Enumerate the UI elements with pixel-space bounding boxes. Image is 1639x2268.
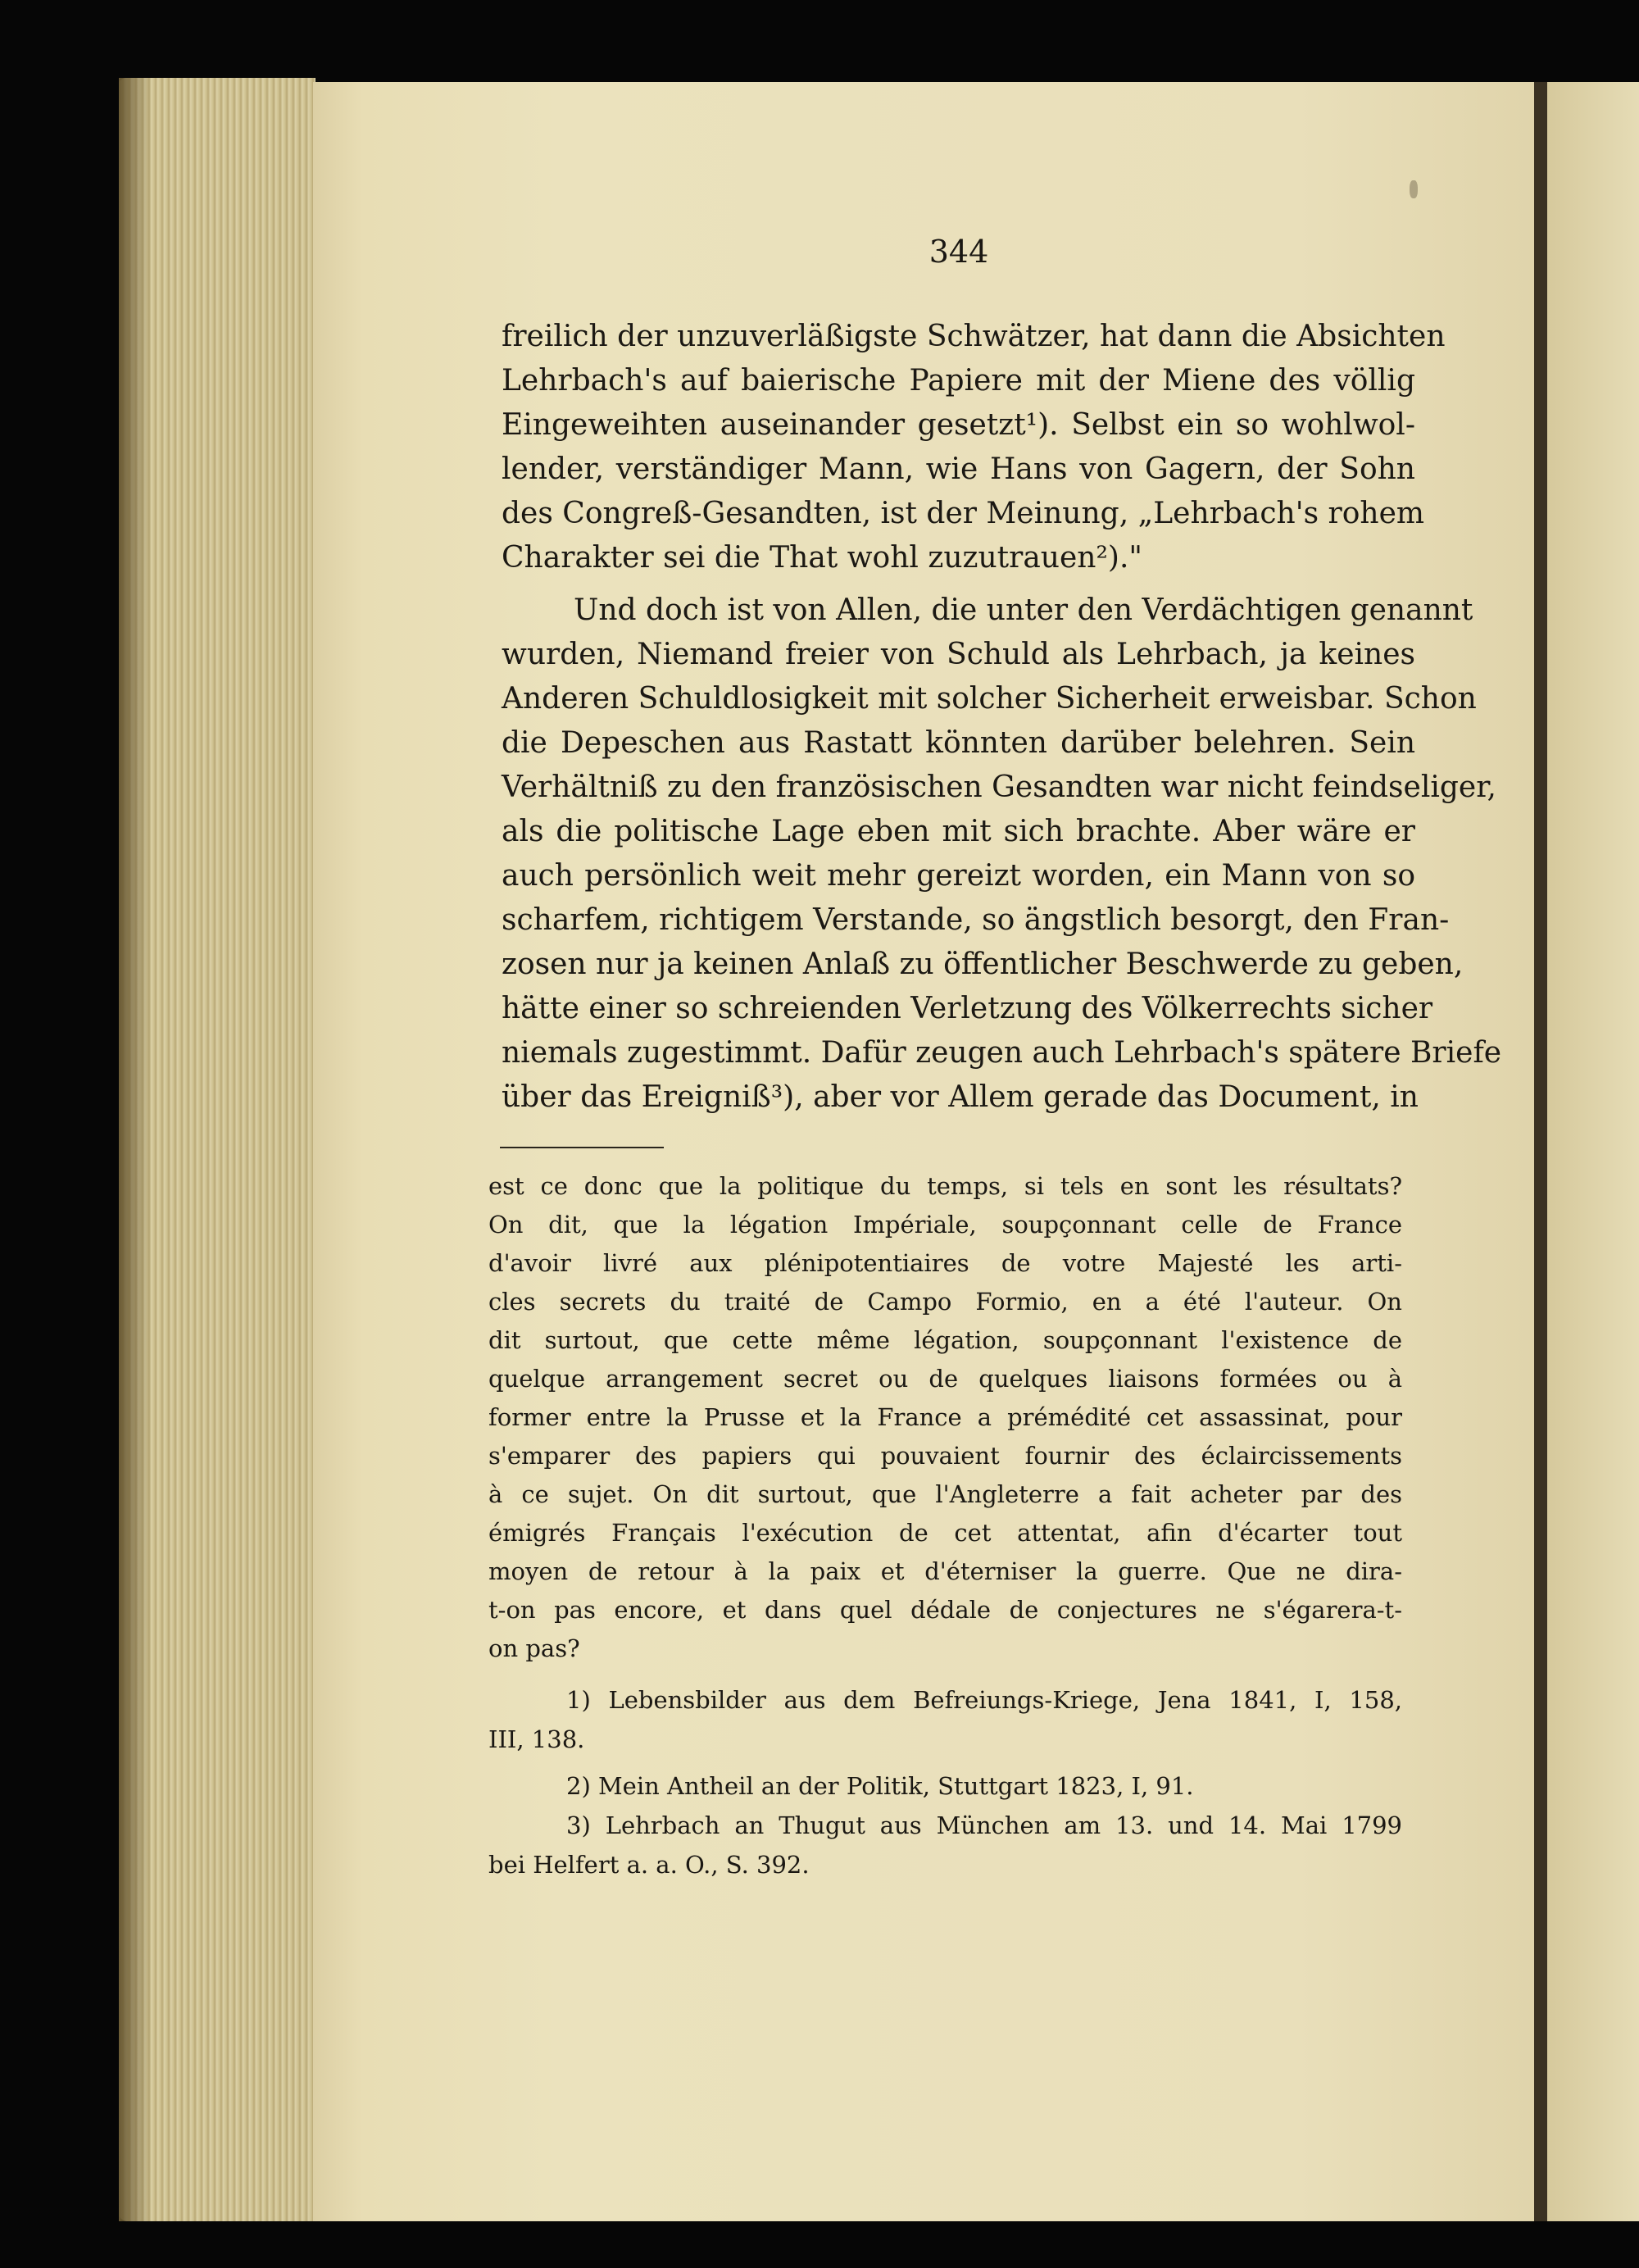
body-line: des Congreß-Gesandten, ist der Meinung, „Lehrbach's rohem <box>502 497 1425 530</box>
french-quote-line: cles secrets du traité de Campo Formio, en a été l'auteur. On <box>488 1288 1402 1316</box>
body-line: die Depeschen aus Rastatt könnten darüber belehren. Sein <box>502 726 1415 760</box>
facing-page-edge <box>1547 82 1639 2221</box>
body-line: lender, verständiger Mann, wie Hans von Gagern, der Sohn <box>502 452 1415 486</box>
paragraph-start-line: Und doch ist von Allen, die unter den Verdächtigen genannt <box>574 593 1473 627</box>
french-quote-line: est ce donc que la politique du temps, si tels en sont les résultats? <box>488 1172 1402 1200</box>
body-line: auch persönlich weit mehr gereizt worden, ein Mann von so <box>502 859 1415 893</box>
body-line: zosen nur ja keinen Anlaß zu öffentlicher Beschwerde zu geben, <box>502 948 1464 981</box>
body-line: Charakter sei die That wohl zuzutrauen²)." <box>502 541 1142 575</box>
footnote-2: 2) Mein Antheil an der Politik, Stuttgart 1823, I, 91. <box>566 1772 1194 1800</box>
french-quote-line: à ce sujet. On dit surtout, que l'Angleterre a fait acheter par des <box>488 1480 1402 1508</box>
french-quote-line: On dit, que la légation Impériale, soupçonnant celle de France <box>488 1211 1402 1239</box>
body-line: Eingeweihten auseinander gesetzt¹). Selbst ein so wohlwol- <box>502 408 1415 442</box>
french-quote-line: t-on pas encore, et dans quel dédale de conjectures ne s'égarera-t- <box>488 1596 1402 1624</box>
body-line: über das Ereigniß³), aber vor Allem gerade das Document, in <box>502 1080 1419 1114</box>
body-line: wurden, Niemand freier von Schuld als Lehrbach, ja keines <box>502 638 1415 671</box>
footnote-rule <box>500 1147 664 1148</box>
french-quote-line: moyen de retour à la paix et d'éterniser la guerre. Que ne dira- <box>488 1557 1402 1585</box>
french-quote-line: s'emparer des papiers qui pouvaient fournir des éclaircissements <box>488 1442 1402 1470</box>
page-number: 344 <box>928 234 989 270</box>
body-line: freilich der unzuverläßigste Schwätzer, hat dann die Absichten <box>502 320 1446 353</box>
french-quote-line: d'avoir livré aux plénipotentiaires de votre Majesté les arti- <box>488 1249 1402 1277</box>
footnote-3: 3) Lehrbach an Thugut aus München am 13. und 14. Mai 1799 <box>566 1811 1402 1839</box>
footnote-3-continued: bei Helfert a. a. O., S. 392. <box>488 1851 810 1879</box>
body-line: scharfem, richtigem Verstande, so ängstlich besorgt, den Fran- <box>502 903 1450 937</box>
paper-speck <box>1410 180 1418 198</box>
french-quote-line: émigrés Français l'exécution de cet attentat, afin d'écarter tout <box>488 1519 1402 1547</box>
french-quote-line: on pas? <box>488 1634 580 1662</box>
footnote-1: 1) Lebensbilder aus dem Befreiungs-Kriege, Jena 1841, I, 158, <box>566 1686 1402 1714</box>
body-line: niemals zugestimmt. Dafür zeugen auch Lehrbach's spätere Briefe <box>502 1036 1502 1070</box>
body-line: hätte einer so schreienden Verletzung des Völkerrechts sicher <box>502 992 1433 1025</box>
body-line: Anderen Schuldlosigkeit mit solcher Sicherheit erweisbar. Schon <box>502 682 1477 716</box>
body-line: als die politische Lage eben mit sich brachte. Aber wäre er <box>502 815 1415 848</box>
french-quote-line: quelque arrangement secret ou de quelques liaisons formées ou à <box>488 1365 1402 1393</box>
stacked-page-edges <box>119 78 316 2221</box>
french-quote-line: dit surtout, que cette même légation, soupçonnant l'existence de <box>488 1326 1402 1354</box>
footnote-1-continued: III, 138. <box>488 1725 585 1753</box>
page-gutter-edge <box>1534 82 1547 2221</box>
body-line: Verhältniß zu den französischen Gesandten war nicht feindseliger, <box>502 770 1496 804</box>
body-line: Lehrbach's auf baierische Papiere mit der Miene des völlig <box>502 364 1415 398</box>
french-quote-line: former entre la Prusse et la France a prémédité cet assassinat, pour <box>488 1403 1402 1431</box>
